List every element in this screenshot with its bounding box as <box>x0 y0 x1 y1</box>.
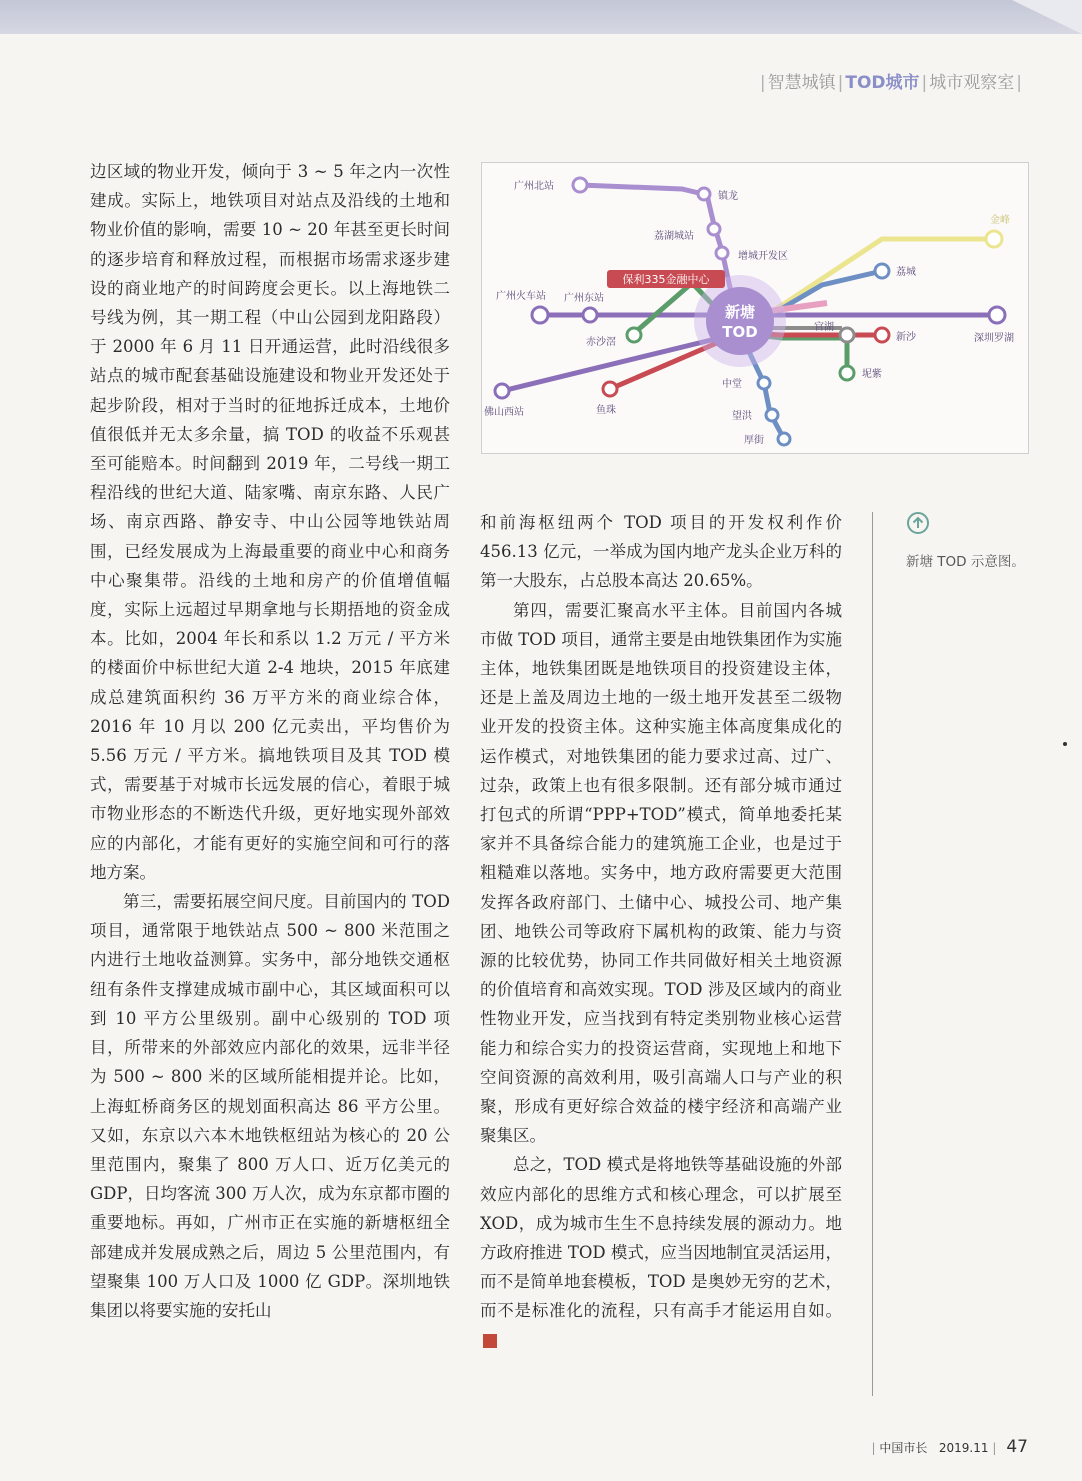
right-paragraph-3-text: 总之，TOD 模式是将地铁等基础设施的外部效应内部化的思维方式和核心理念，可以扩展至 XOD，成为城市生生不息持续发展的源动力。地方政府推进 TOD 模式，应当因地制宜灵活运用，而不是简单地套模板，TOD 是奥妙无穷的艺术，而不是标准化的流程，只有高手才能运用自如。 <box>480 1155 842 1321</box>
section-nav: | 智慧城镇 | TOD城市 | 城市观察室 | <box>759 73 1022 93</box>
label-xinsha: 新沙 <box>896 332 916 343</box>
caption-divider <box>872 512 873 1396</box>
label-foshan-west: 佛山西站 <box>484 407 524 418</box>
label-licheng: 荔城 <box>896 267 916 278</box>
label-houjie: 厚街 <box>744 435 764 446</box>
tod-network-map <box>481 162 1029 454</box>
top-color-band <box>0 0 1082 34</box>
label-guanhu: 官湖 <box>814 322 834 333</box>
station-zengcheng-dev <box>716 247 728 259</box>
station-chishagang <box>627 328 641 342</box>
station-foshan-west <box>495 384 509 398</box>
highlight-label: 保利335金融中心 <box>622 273 710 286</box>
label-zengcheng-dev: 增城开发区 <box>738 251 788 262</box>
label-gz-railway: 广州火车站 <box>496 291 546 302</box>
station-nigang <box>840 366 854 380</box>
station-guangzhou-north <box>573 178 587 192</box>
label-yuzhu: 鱼珠 <box>596 405 616 416</box>
center-label-top: 新塘 <box>724 303 756 321</box>
label-nigang: 坭紫 <box>862 369 882 380</box>
station-guanhu <box>840 328 854 342</box>
label-guangzhou-north: 广州北站 <box>514 181 554 192</box>
station-shenzhen-luohu <box>989 307 1005 323</box>
station-zhongtang <box>758 377 770 389</box>
label-shenzhen-luohu: 深圳罗湖 <box>974 333 1014 344</box>
nav-item-tod-city: TOD城市 <box>845 73 920 93</box>
label-gz-east: 广州东站 <box>564 293 604 304</box>
end-of-article-mark <box>483 1334 497 1348</box>
right-paragraph-2: 第四，需要汇聚高水平主体。目前国内各城市做 TOD 项目，通常主要是由地铁集团作为实施主体，地铁集团既是地铁项目的投资建设主体，还是上盖及周边土地的一级土地开发甚至二级物业开发的投资主体。这种实施主体高度集成化的运作模式，对地铁集团的能力要求过高、过广、过杂，政策上也有很多限制。还有部分城市通过打包式的所谓“PPP+TOD”模式，简单地委托某家并不具备综合能力的建筑施工企业，也是过于粗糙难以落地。实务中，地方政府需要更大范围发挥各政府部门、土储中心、城投公司、地产集团、地铁公司等政府下属机构的政策、能力与资源的比较优势，协同工作共同做好相关土地资源的价值培育和高效实现。TOD 涉及区域内的商业性物业开发，应当找到有特定类别物业核心运营能力和综合实力的投资运营商，实现地上和地下空间资源的高效利用，吸引高端人口与产业的积聚，形成有更好综合效益的楼宇经济和高端产业聚集区。 <box>480 600 842 1146</box>
left-column <box>90 157 450 1325</box>
station-zhenlong <box>698 188 710 200</box>
center-label-bottom: TOD <box>722 323 758 341</box>
footer-magazine: 中国市长 <box>879 1441 928 1455</box>
page-speck <box>1063 742 1067 746</box>
station-licheng <box>875 264 889 278</box>
arrow-up-circle-icon <box>906 511 930 535</box>
label-zhenlong: 镇龙 <box>718 191 738 202</box>
station-houjie <box>778 433 790 445</box>
footer-issue: 2019.11 <box>938 1441 989 1455</box>
label-chishagang: 赤沙滘 <box>586 337 616 348</box>
station-lihu <box>708 223 720 235</box>
nav-item-city-observatory: 城市观察室 <box>929 73 1015 93</box>
station-jinfeng <box>986 231 1002 247</box>
left-paragraph-2: 第三，需要拓展空间尺度。目前国内的 TOD 项目，通常限于地铁站点 500 ~ 800 米范围之内进行土地收益测算。实务中，部分地铁交通枢纽有条件支撑建成城市副中心，其区域面积可以到 10 平方公里级别。副中心级别的 TOD 项目，所带来的外部效应内部化的效果，远非半径为 500 ~ 800 米的区域所能相提并论。比如，上海虹桥商务区的规划面积高达 86 平方公里。又如，东京以六本木地铁枢纽站为核心的 20 公里范围内，聚集了 800 万人口、近万亿美元的 GDP，日均客流 300 万人次，成为东京都市圈的重要地标。再如，广州市正在实施的新塘枢纽全部建成并发展成熟之后，周边 5 公里范围内，有望聚集 100 万人口及 1000 亿 GDP。深圳地铁集团以将要实施的安托山 <box>90 892 450 1320</box>
station-xinsha <box>875 328 889 342</box>
station-yuzhu <box>603 382 617 396</box>
station-gz-railway <box>532 307 548 323</box>
page-corner-fold <box>1012 0 1082 34</box>
nav-item-smart-town: 智慧城镇 <box>767 73 836 93</box>
label-wanghong: 望洪 <box>732 411 752 422</box>
right-paragraph-3 <box>480 1150 842 1354</box>
figure-caption: 新塘 TOD 示意图。 <box>906 554 1025 570</box>
right-column <box>480 508 842 1355</box>
left-paragraph-1: 边区域的物业开发，倾向于 3 ~ 5 年之内一次性建成。实际上，地铁项目对站点及沿线的土地和物业价值的影响，需要 10 ~ 20 年甚至更长时间的逐步培育和释放过程，而根据市场需求逐步建设的商业地产的时间跨度会更长。以上海地铁二号线为例，其一期工程（中山公园到龙阳路段）于 2000 年 6 月 11 日开通运营，此时沿线很多站点的城市配套基础设施建设和物业开发还处于起步阶段，相对于当时的征地拆迁成本，土地价值很低并无太多余量，搞 TOD 的收益不乐观甚至可能赔本。时间翻到 2019 年，二号线一期工程沿线的世纪大道、陆家嘴、南京东路、人民广场、南京西路、静安寺、中山公园等地铁站周围，已经发展成为上海最重要的商业中心和商务中心聚集带。沿线的土地和房产的价值增值幅度，实际上远超过早期拿地与长期捂地的资金成本。比如，2004 年长和系以 1.2 万元 / 平方米的楼面价中标世纪大道 2-4 地块，2015 年底建成总建筑面积约 36 万平方米的商业综合体，2016 年 10 月以 200 亿元卖出，平均售价为 5.56 万元 / 平方米。搞地铁项目及其 TOD 模式，需要基于对城市长远发展的信心，着眼于城市物业形态的不断迭代升级，更好地实现外部效应的内部化，才能有更好的实施空间和可行的落地方案。 <box>90 162 450 882</box>
label-lihu: 荔湖城站 <box>654 231 694 242</box>
station-wanghong <box>766 409 778 421</box>
label-zhongtang: 中堂 <box>722 379 742 390</box>
station-gz-east <box>583 308 597 322</box>
label-jinfeng: 金峰 <box>990 215 1010 226</box>
page-footer: | 中国市长 2019.11 | 47 <box>871 1437 1028 1457</box>
page-number: 47 <box>1006 1437 1028 1457</box>
right-paragraph-1: 和前海枢纽两个 TOD 项目的开发权利作价 456.13 亿元，一举成为国内地产龙头企业万科的第一大股东，占总股本高达 20.65%。 <box>480 513 842 591</box>
center-node <box>706 287 774 355</box>
